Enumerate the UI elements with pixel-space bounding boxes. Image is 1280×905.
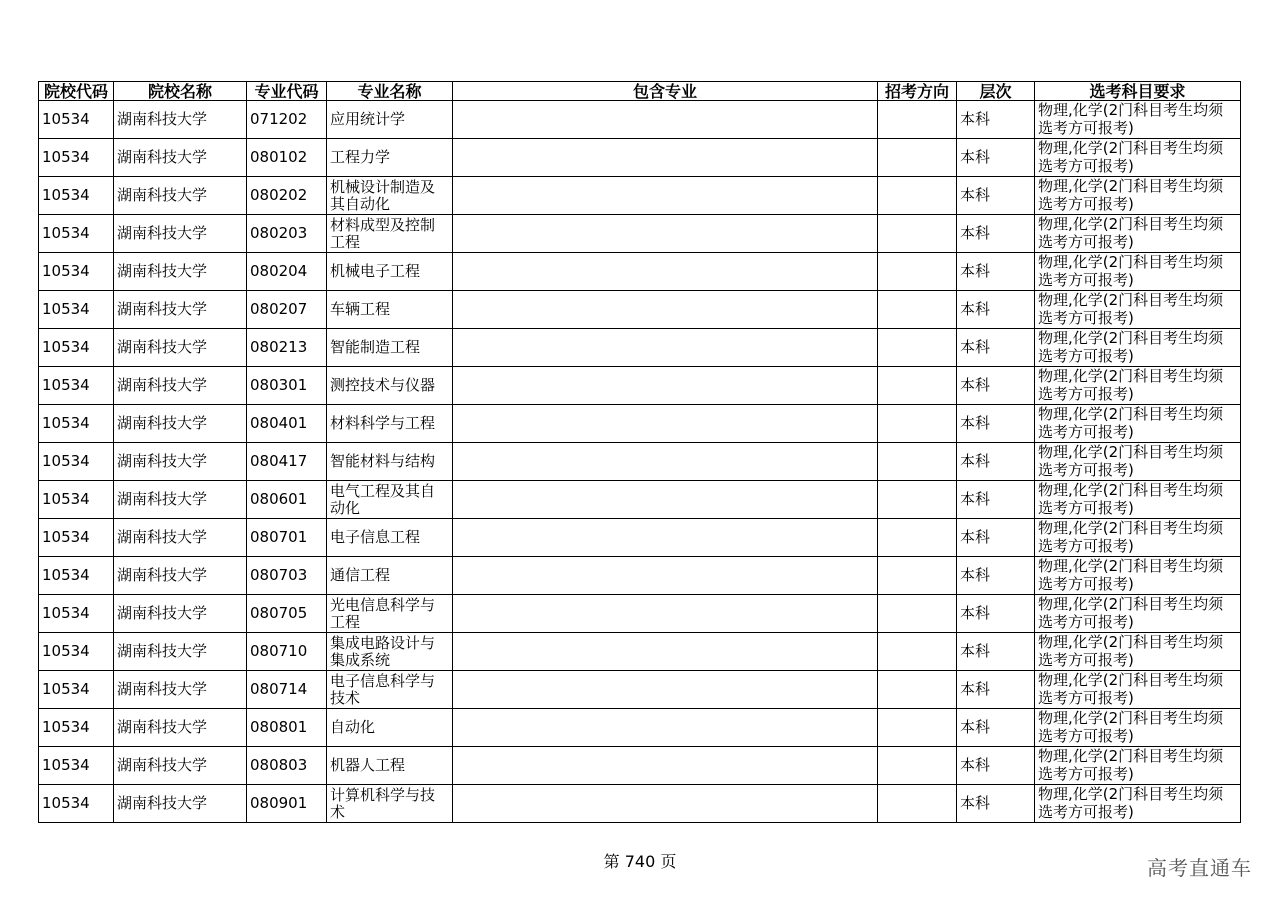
cell-included-majors [453,405,878,443]
cell-major-code: 080714 [247,671,327,709]
cell-level: 本科 [957,671,1035,709]
cell-subject-requirement: 物理,化学(2门科目考生均须选考方可报考) [1035,253,1241,291]
cell-major-code: 080203 [247,215,327,253]
header-direction: 招考方向 [878,82,957,101]
cell-subject-requirement: 物理,化学(2门科目考生均须选考方可报考) [1035,785,1241,823]
table-row [39,291,1241,329]
cell-level: 本科 [957,481,1035,519]
cell-level: 本科 [957,595,1035,633]
cell-major-code: 080417 [247,443,327,481]
cell-school-name: 湖南科技大学 [114,519,247,557]
cell-included-majors [453,785,878,823]
table-row [39,405,1241,443]
cell-school-code: 10534 [39,785,114,823]
cell-major-code: 080703 [247,557,327,595]
cell-included-majors [453,177,878,215]
cell-level: 本科 [957,329,1035,367]
cell-school-name: 湖南科技大学 [114,139,247,177]
cell-school-code: 10534 [39,405,114,443]
cell-direction [878,709,957,747]
cell-direction [878,101,957,139]
cell-included-majors [453,633,878,671]
cell-school-code: 10534 [39,177,114,215]
cell-included-majors [453,747,878,785]
cell-major-name: 应用统计学 [327,101,453,139]
cell-school-name: 湖南科技大学 [114,405,247,443]
cell-direction [878,177,957,215]
cell-school-code: 10534 [39,709,114,747]
cell-included-majors [453,709,878,747]
cell-included-majors [453,557,878,595]
cell-included-majors [453,215,878,253]
table-row [39,443,1241,481]
cell-subject-requirement: 物理,化学(2门科目考生均须选考方可报考) [1035,709,1241,747]
cell-direction [878,633,957,671]
cell-school-code: 10534 [39,443,114,481]
cell-included-majors [453,671,878,709]
cell-included-majors [453,443,878,481]
cell-major-code: 080901 [247,785,327,823]
cell-major-code: 080207 [247,291,327,329]
table-row [39,747,1241,785]
table-row [39,519,1241,557]
cell-major-name: 机器人工程 [327,747,453,785]
cell-school-code: 10534 [39,481,114,519]
cell-major-name: 机械电子工程 [327,253,453,291]
cell-school-code: 10534 [39,101,114,139]
cell-major-code: 080102 [247,139,327,177]
cell-major-code: 080213 [247,329,327,367]
cell-subject-requirement: 物理,化学(2门科目考生均须选考方可报考) [1035,215,1241,253]
cell-level: 本科 [957,519,1035,557]
cell-subject-requirement: 物理,化学(2门科目考生均须选考方可报考) [1035,329,1241,367]
cell-school-name: 湖南科技大学 [114,557,247,595]
cell-school-name: 湖南科技大学 [114,481,247,519]
cell-major-code: 080701 [247,519,327,557]
cell-included-majors [453,519,878,557]
cell-subject-requirement: 物理,化学(2门科目考生均须选考方可报考) [1035,595,1241,633]
cell-major-code: 080801 [247,709,327,747]
table-row [39,139,1241,177]
cell-subject-requirement: 物理,化学(2门科目考生均须选考方可报考) [1035,747,1241,785]
cell-level: 本科 [957,709,1035,747]
header-major-name: 专业名称 [327,82,453,101]
cell-school-name: 湖南科技大学 [114,101,247,139]
header-included-majors: 包含专业 [453,82,878,101]
cell-school-name: 湖南科技大学 [114,329,247,367]
admission-table [38,81,1241,823]
cell-major-code: 071202 [247,101,327,139]
table-body [39,101,1241,823]
cell-school-code: 10534 [39,557,114,595]
cell-level: 本科 [957,633,1035,671]
table-row [39,329,1241,367]
table-row [39,557,1241,595]
cell-school-name: 湖南科技大学 [114,367,247,405]
header-level: 层次 [957,82,1035,101]
header-row [39,82,1241,101]
cell-school-code: 10534 [39,329,114,367]
cell-school-name: 湖南科技大学 [114,671,247,709]
cell-direction [878,747,957,785]
table-row [39,177,1241,215]
header-school-code: 院校代码 [39,82,114,101]
cell-direction [878,405,957,443]
cell-major-code: 080803 [247,747,327,785]
cell-subject-requirement: 物理,化学(2门科目考生均须选考方可报考) [1035,405,1241,443]
table-row [39,215,1241,253]
cell-major-name: 电气工程及其自动化 [327,481,453,519]
cell-subject-requirement: 物理,化学(2门科目考生均须选考方可报考) [1035,671,1241,709]
cell-major-code: 080202 [247,177,327,215]
cell-subject-requirement: 物理,化学(2门科目考生均须选考方可报考) [1035,557,1241,595]
table-row [39,101,1241,139]
cell-included-majors [453,101,878,139]
cell-direction [878,443,957,481]
cell-major-code: 080601 [247,481,327,519]
cell-major-name: 测控技术与仪器 [327,367,453,405]
cell-direction [878,291,957,329]
cell-included-majors [453,329,878,367]
cell-major-name: 材料科学与工程 [327,405,453,443]
cell-direction [878,481,957,519]
cell-level: 本科 [957,101,1035,139]
cell-school-code: 10534 [39,253,114,291]
cell-direction [878,329,957,367]
cell-major-name: 集成电路设计与集成系统 [327,633,453,671]
cell-level: 本科 [957,785,1035,823]
cell-school-code: 10534 [39,519,114,557]
cell-school-name: 湖南科技大学 [114,747,247,785]
cell-school-code: 10534 [39,671,114,709]
cell-direction [878,519,957,557]
table-row [39,671,1241,709]
cell-subject-requirement: 物理,化学(2门科目考生均须选考方可报考) [1035,443,1241,481]
cell-school-name: 湖南科技大学 [114,215,247,253]
watermark: 高考直通车 [1147,856,1252,880]
cell-direction [878,367,957,405]
cell-major-name: 光电信息科学与工程 [327,595,453,633]
cell-major-code: 080710 [247,633,327,671]
header-school-name: 院校名称 [114,82,247,101]
cell-included-majors [453,139,878,177]
cell-major-name: 车辆工程 [327,291,453,329]
cell-major-name: 工程力学 [327,139,453,177]
header-major-code: 专业代码 [247,82,327,101]
cell-included-majors [453,481,878,519]
table-row [39,709,1241,747]
cell-included-majors [453,253,878,291]
page-number: 第 740 页 [603,852,677,871]
cell-major-name: 电子信息科学与技术 [327,671,453,709]
cell-direction [878,671,957,709]
table-row [39,785,1241,823]
cell-level: 本科 [957,557,1035,595]
cell-subject-requirement: 物理,化学(2门科目考生均须选考方可报考) [1035,633,1241,671]
cell-school-name: 湖南科技大学 [114,177,247,215]
cell-major-name: 自动化 [327,709,453,747]
cell-school-name: 湖南科技大学 [114,633,247,671]
table-row [39,481,1241,519]
cell-direction [878,253,957,291]
cell-direction [878,215,957,253]
table-row [39,367,1241,405]
cell-included-majors [453,367,878,405]
cell-level: 本科 [957,443,1035,481]
cell-school-name: 湖南科技大学 [114,291,247,329]
cell-subject-requirement: 物理,化学(2门科目考生均须选考方可报考) [1035,101,1241,139]
cell-level: 本科 [957,367,1035,405]
cell-school-code: 10534 [39,139,114,177]
cell-major-name: 智能材料与结构 [327,443,453,481]
cell-school-code: 10534 [39,595,114,633]
cell-subject-requirement: 物理,化学(2门科目考生均须选考方可报考) [1035,139,1241,177]
cell-major-name: 计算机科学与技术 [327,785,453,823]
header-subject-requirement: 选考科目要求 [1035,82,1241,101]
cell-included-majors [453,291,878,329]
cell-school-code: 10534 [39,291,114,329]
cell-direction [878,557,957,595]
cell-level: 本科 [957,253,1035,291]
cell-major-name: 机械设计制造及其自动化 [327,177,453,215]
cell-level: 本科 [957,291,1035,329]
cell-school-code: 10534 [39,367,114,405]
cell-school-name: 湖南科技大学 [114,785,247,823]
cell-direction [878,595,957,633]
cell-direction [878,785,957,823]
cell-school-name: 湖南科技大学 [114,595,247,633]
cell-major-name: 电子信息工程 [327,519,453,557]
table-row [39,633,1241,671]
cell-major-code: 080301 [247,367,327,405]
cell-level: 本科 [957,215,1035,253]
cell-major-code: 080705 [247,595,327,633]
cell-school-name: 湖南科技大学 [114,709,247,747]
cell-school-name: 湖南科技大学 [114,443,247,481]
cell-direction [878,139,957,177]
cell-level: 本科 [957,177,1035,215]
table-row [39,595,1241,633]
cell-major-name: 通信工程 [327,557,453,595]
table-row [39,253,1241,291]
cell-major-name: 智能制造工程 [327,329,453,367]
cell-school-code: 10534 [39,633,114,671]
cell-included-majors [453,595,878,633]
cell-major-code: 080204 [247,253,327,291]
cell-subject-requirement: 物理,化学(2门科目考生均须选考方可报考) [1035,291,1241,329]
cell-level: 本科 [957,139,1035,177]
cell-school-name: 湖南科技大学 [114,253,247,291]
cell-major-code: 080401 [247,405,327,443]
cell-school-code: 10534 [39,215,114,253]
cell-subject-requirement: 物理,化学(2门科目考生均须选考方可报考) [1035,481,1241,519]
cell-subject-requirement: 物理,化学(2门科目考生均须选考方可报考) [1035,367,1241,405]
cell-subject-requirement: 物理,化学(2门科目考生均须选考方可报考) [1035,519,1241,557]
cell-subject-requirement: 物理,化学(2门科目考生均须选考方可报考) [1035,177,1241,215]
cell-level: 本科 [957,747,1035,785]
cell-major-name: 材料成型及控制工程 [327,215,453,253]
cell-school-code: 10534 [39,747,114,785]
cell-level: 本科 [957,405,1035,443]
